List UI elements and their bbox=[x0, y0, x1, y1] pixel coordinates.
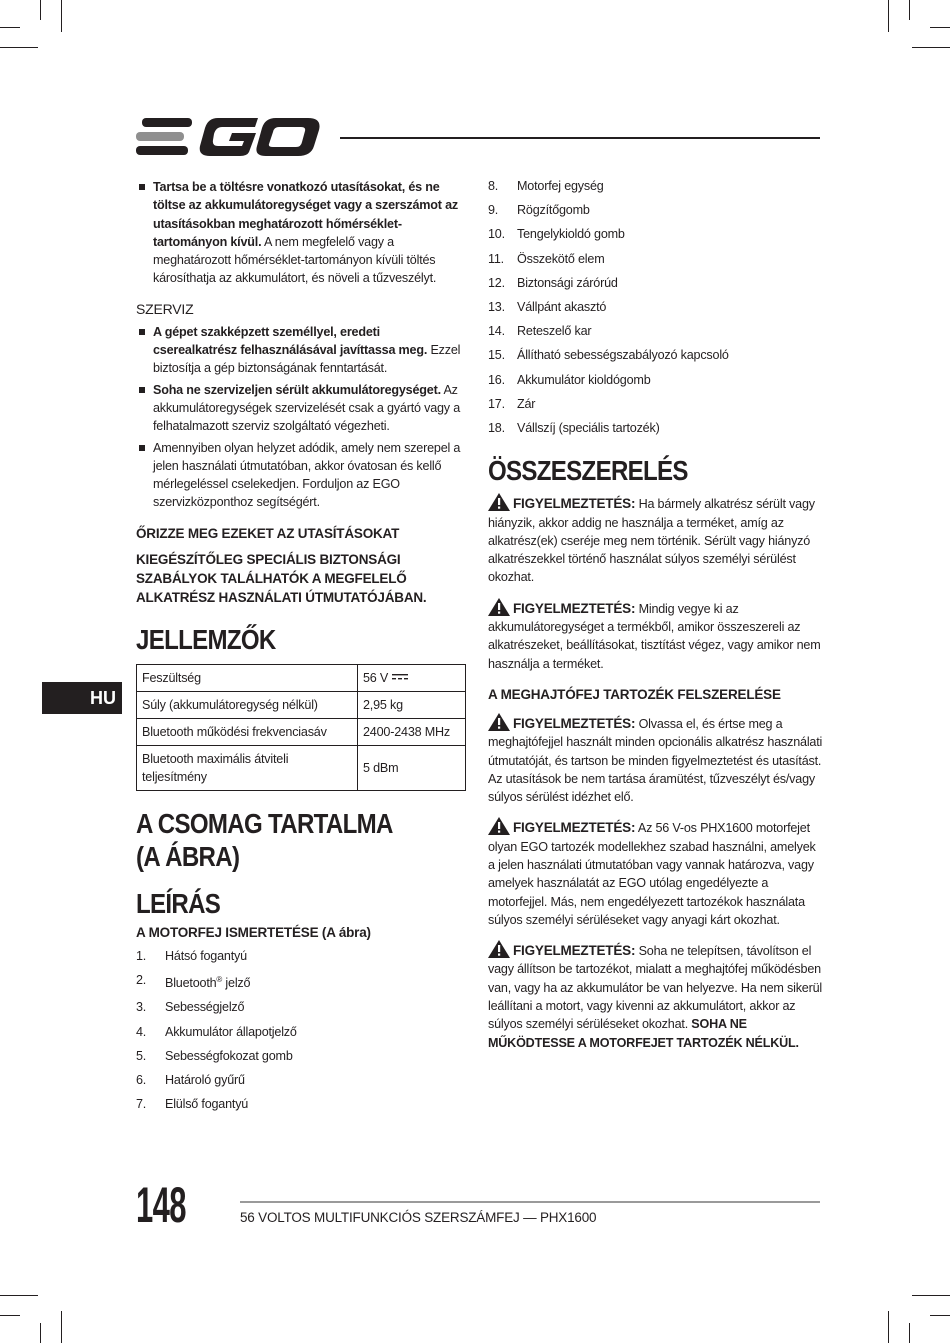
warning-text: Az 56 V-os PHX1600 motorfejet olyan EGO tartozék modellekhez szabad használni, amelyek a jelen használati útmutatóban vagy vannak határozva, vagy amelyek használatát az EGO utólag engedélyezte a motorfejjel. Más, nem engedélyezett tartozékok használata súlyos személyi sérüléseket vagy anyagi kárt okozhat. bbox=[488, 821, 816, 927]
warning-label: FIGYELMEZTETÉS: bbox=[513, 943, 636, 959]
list-item bbox=[136, 995, 466, 1019]
item-number: 6. bbox=[136, 1072, 147, 1087]
item-label: Sebességfokozat gomb bbox=[165, 1048, 293, 1063]
item-label: Akkumulátor állapotjelző bbox=[165, 1024, 297, 1039]
item-label: Tengelykioldó gomb bbox=[517, 227, 625, 242]
spec-value: 5 dBm bbox=[358, 745, 466, 790]
warning-icon bbox=[488, 493, 510, 511]
item-label: Összekötő elem bbox=[517, 251, 605, 266]
spec-label: Feszültség bbox=[137, 664, 358, 691]
warning-5 bbox=[488, 940, 823, 1052]
item-label: Biztonsági zárórúd bbox=[517, 275, 618, 290]
right-column bbox=[488, 174, 823, 1052]
charging-text: A nem megfelelő vagy a meghatározott hőmérséklet-tartományon kívüli töltés károsíthatja az akkumulátort, és növeli a tűzveszélyt. bbox=[153, 234, 437, 286]
parts-list-left bbox=[136, 944, 466, 1117]
item-number: 11. bbox=[488, 251, 504, 266]
service-bullet-1 bbox=[136, 323, 466, 378]
item-label: Akkumulátor kioldógomb bbox=[517, 372, 651, 387]
list-item bbox=[136, 1092, 466, 1116]
dc-symbol-icon bbox=[392, 673, 408, 681]
spec-row bbox=[137, 745, 466, 790]
item-number: 8. bbox=[488, 179, 499, 193]
service-2-bold: Soha ne szervizeljen sérült akkumulátoregységet. bbox=[153, 382, 441, 397]
list-item bbox=[488, 198, 823, 222]
item-number: 3. bbox=[136, 1000, 147, 1015]
item-label: Vállpánt akasztó bbox=[517, 300, 607, 315]
crop-mark bbox=[0, 1315, 20, 1316]
crop-mark bbox=[930, 1315, 950, 1316]
package-title-line-1: A CSOMAG TARTALMA bbox=[136, 807, 393, 839]
item-label-suffix: jelző bbox=[222, 976, 251, 991]
warning-icon bbox=[488, 817, 510, 835]
crop-mark bbox=[0, 27, 20, 28]
item-label: Elülső fogantyú bbox=[165, 1097, 249, 1112]
features-title: JELLEMZŐK bbox=[136, 623, 276, 655]
item-label: Sebességjelző bbox=[165, 1000, 245, 1015]
warning-label: FIGYELMEZTETÉS: bbox=[513, 600, 636, 616]
crop-mark bbox=[912, 1295, 950, 1296]
warning-text: Ha bármely alkatrész sérült vagy hiányzik, akkor addig ne használja a terméket, amíg az alkatrész(ek) cseréje meg nem történik. Sérült vagy hiányzó alkatrészekkel történő használat súlyos személyi sérülést okozhat. bbox=[488, 497, 815, 585]
warning-label: FIGYELMEZTETÉS: bbox=[513, 496, 636, 512]
list-item bbox=[488, 271, 823, 295]
crop-mark bbox=[0, 47, 38, 48]
footer-text: 56 VOLTOS MULTIFUNKCIÓS SZERSZÁMFEJ — PHX1600 bbox=[240, 1210, 597, 1225]
item-number: 17. bbox=[488, 396, 505, 411]
attach-heading: A MEGHAJTÓFEJ TARTOZÉK FELSZERELÉSE bbox=[488, 686, 781, 702]
warning-label: FIGYELMEZTETÉS: bbox=[513, 715, 636, 731]
item-label: Hátsó fogantyú bbox=[165, 948, 247, 963]
warning-text: Soha ne telepítsen, távolítson el vagy állítson be tartozékot, mialatt a meghajtófej működésben van, vagy ha az akkumulátor be van helyezve. Ha nem sikerül leállítani a motort, vagy kivenni az akkumulátort, akkor az súlyos személyi sérüléseket okozhat. bbox=[488, 944, 823, 1032]
crop-mark bbox=[40, 0, 41, 20]
assembly-title: ÖSSZESZERELÉS bbox=[488, 455, 688, 487]
item-number: 13. bbox=[488, 300, 505, 315]
spec-value: 2,95 kg bbox=[358, 691, 466, 718]
item-label bbox=[165, 968, 250, 995]
service-bullet-3: Amennyiben olyan helyzet adódik, amely nem szerepel a jelen használati útmutatóban, akkor óvatosan és kellő mérlegeléssel cselekedjen. Forduljon az EGO szervizközponthoz segítségért. bbox=[136, 439, 466, 512]
item-number: 10. bbox=[488, 227, 505, 242]
spec-label: Bluetooth maximális átviteli teljesítmény bbox=[137, 745, 358, 790]
warning-4 bbox=[488, 817, 823, 929]
item-label: Zár bbox=[517, 396, 536, 411]
warning-bold-text: SOHA NE MŰKÖDTESSE A MOTORFEJET TARTOZÉK NÉLKÜL. bbox=[488, 1017, 799, 1050]
item-number: 4. bbox=[136, 1024, 147, 1039]
ego-logo bbox=[136, 116, 322, 158]
spec-value-text: 56 V bbox=[363, 670, 389, 685]
crop-mark bbox=[912, 47, 950, 48]
service-1-text: Ezzel biztosítja a gép biztonságának fenntartását. bbox=[153, 343, 461, 376]
item-number: 12. bbox=[488, 275, 505, 290]
item-label: Motorfej egység bbox=[517, 179, 604, 193]
spec-table bbox=[136, 664, 466, 791]
list-item bbox=[488, 295, 823, 319]
language-label: HU bbox=[90, 688, 116, 708]
extra-safety-heading: KIEGÉSZÍTŐLEG SPECIÁLIS BIZTONSÁGI SZABÁLYOK TALÁLHATÓK A MEGFELELŐ ALKATRÉSZ HASZNÁLATI ÚTMUTATÓJÁBAN. bbox=[136, 551, 427, 605]
warning-1 bbox=[488, 493, 823, 586]
crop-mark bbox=[61, 0, 62, 32]
header-rule bbox=[340, 137, 820, 139]
list-item bbox=[488, 368, 823, 392]
crop-mark bbox=[0, 1295, 38, 1296]
item-label: Állítható sebességszabályozó kapcsoló bbox=[517, 348, 729, 363]
warning-icon bbox=[488, 598, 510, 616]
crop-mark bbox=[888, 1311, 889, 1343]
service-heading: SZERVIZ bbox=[136, 300, 194, 317]
footer-rule bbox=[240, 1201, 820, 1203]
spec-value: 2400-2438 MHz bbox=[358, 718, 466, 745]
list-item bbox=[488, 247, 823, 271]
crop-mark bbox=[61, 1311, 62, 1343]
crop-mark bbox=[909, 1323, 910, 1343]
page-number: 148 bbox=[136, 1177, 186, 1233]
list-item bbox=[488, 343, 823, 367]
motorhead-heading: A MOTORFEJ ISMERTETÉSE (A ábra) bbox=[136, 924, 371, 940]
item-number: 18. bbox=[488, 421, 505, 436]
list-item bbox=[136, 1044, 466, 1068]
description-title: LEÍRÁS bbox=[136, 887, 221, 919]
spec-label: Súly (akkumulátoregység nélkül) bbox=[137, 691, 358, 718]
crop-mark bbox=[40, 1323, 41, 1343]
crop-mark bbox=[888, 0, 889, 32]
left-column bbox=[136, 178, 466, 1116]
list-item bbox=[488, 222, 823, 246]
item-number: 1. bbox=[136, 948, 147, 963]
spec-label: Bluetooth működési frekvenciasáv bbox=[137, 718, 358, 745]
list-item bbox=[488, 319, 823, 343]
item-label-text: Bluetooth bbox=[165, 976, 217, 991]
list-item bbox=[136, 968, 466, 995]
crop-mark bbox=[909, 0, 910, 20]
spec-value bbox=[358, 664, 466, 691]
save-instructions-heading: ŐRIZZE MEG EZEKET AZ UTASÍTÁSOKAT bbox=[136, 525, 400, 541]
warning-text: Olvassa el, és értse meg a meghajtófejjel használt minden opcionális alkatrész használati útmutatóját, és tartson be minden figyelmeztetést és utasítást. Az utasítások be nem tartása áramütést, tűzveszélyt és/vagy súlyos sérülést idézhet elő. bbox=[488, 716, 823, 805]
item-label: Rögzítőgomb bbox=[517, 203, 590, 218]
warning-text: Mindig vegye ki az akkumulátoregységet a termékből, amikor összeszereli az alkatrészeket, beállításokat, tisztítást végez, vagy amikor nem használja a terméket. bbox=[488, 601, 821, 671]
charging-bold: Tartsa be a töltésre vonatkozó utasításokat, és ne töltse az akkumulátoregységet vagy a szerszámot az utasításokban meghatározott hőmérséklet-tartományon kívül. bbox=[153, 180, 458, 249]
spec-row bbox=[137, 664, 466, 691]
item-number: 2. bbox=[136, 972, 147, 987]
list-item bbox=[136, 944, 466, 968]
service-1-bold: A gépet szakképzett személlyel, eredeti cserealkatrész felhasználásával javíttassa meg. bbox=[153, 324, 428, 358]
item-label: Határoló gyűrű bbox=[165, 1072, 245, 1087]
service-bullet-2 bbox=[136, 381, 466, 436]
item-number: 15. bbox=[488, 348, 505, 363]
service-2-text: Az akkumulátoregységek szervizelését csak a gyártó vagy a felhatalmazott szerviz szolgáltató végezheti. bbox=[153, 382, 460, 434]
item-label: Reteszelő kar bbox=[517, 324, 592, 339]
warning-icon bbox=[488, 713, 510, 731]
parts-list-right bbox=[488, 174, 823, 440]
language-tab bbox=[42, 682, 122, 714]
list-item bbox=[488, 174, 823, 198]
warning-2 bbox=[488, 598, 823, 673]
package-title-line-2: (A ÁBRA) bbox=[136, 840, 240, 872]
item-number: 7. bbox=[136, 1097, 147, 1112]
list-item bbox=[136, 1020, 466, 1044]
charging-bullet bbox=[136, 178, 466, 288]
item-number: 9. bbox=[488, 203, 499, 218]
list-item bbox=[136, 1068, 466, 1092]
spec-row bbox=[137, 718, 466, 745]
item-number: 5. bbox=[136, 1048, 147, 1063]
warning-3 bbox=[488, 713, 823, 806]
registered-mark: ® bbox=[216, 974, 223, 984]
item-number: 14. bbox=[488, 324, 505, 339]
warning-icon bbox=[488, 940, 510, 958]
list-item bbox=[488, 392, 823, 416]
list-item bbox=[488, 416, 823, 440]
item-label: Vállszíj (speciális tartozék) bbox=[517, 421, 660, 436]
item-number: 16. bbox=[488, 372, 505, 387]
crop-mark bbox=[930, 27, 950, 28]
warning-label: FIGYELMEZTETÉS: bbox=[513, 820, 636, 836]
spec-row bbox=[137, 691, 466, 718]
